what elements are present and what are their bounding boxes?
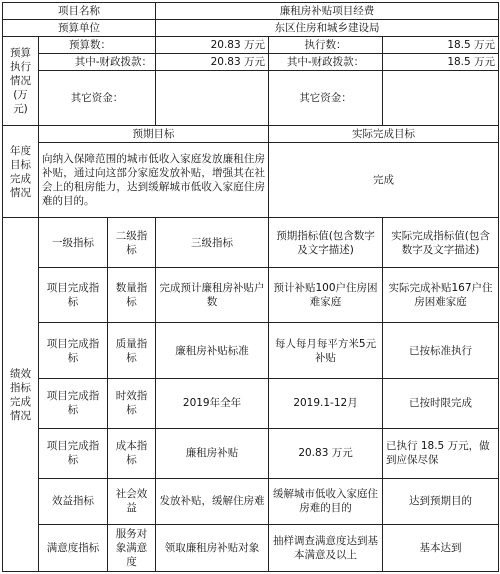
exec-amount-label: 执行数： xyxy=(269,37,383,54)
other-funds-label-left: 其它资金： xyxy=(39,71,156,126)
indicator-actual: 基本达到 xyxy=(383,524,499,571)
indicator-actual: 达到预期目的 xyxy=(383,478,499,524)
header-planned-value: 预期指标值(包含数字及文字描述) xyxy=(269,218,383,268)
budget-unit-label: 预算单位 xyxy=(3,20,156,37)
budget-amount-value: 20.83 万元 xyxy=(156,37,269,54)
indicator-planned: 预计补贴100户住房困难家庭 xyxy=(269,268,383,323)
project-name-label: 项目名称 xyxy=(3,3,156,20)
indicator-actual: 实际完成补贴167户住房困难家庭 xyxy=(383,268,499,323)
other-funds-value-right xyxy=(383,71,499,126)
indicator-actual: 已按标准执行 xyxy=(383,323,499,378)
budget-amount-label: 预算数： xyxy=(39,37,156,54)
indicator-level3: 发放补贴，缓解住房难 xyxy=(156,478,269,524)
indicator-level2: 社会效益 xyxy=(108,478,156,524)
header-level1: 一级指标 xyxy=(39,218,108,268)
budget-section-label: 预算执行情况(万元) xyxy=(3,37,39,126)
header-actual-value: 实际完成指标值(包含数字及文字描述) xyxy=(383,218,499,268)
performance-section-label: 绩效指标完成情况 xyxy=(3,218,39,572)
indicator-planned: 抽样调查满意度达到基本满意及以上 xyxy=(269,524,383,571)
planned-goal-header: 预期目标 xyxy=(39,126,269,143)
planned-goal-text: 向纳入保障范围的城市低收入家庭发放廉租住房补贴，通过向这部分家庭发放补贴，增强其在社会上的租房能力，达到缓解城市低收入家庭住房难的目的。 xyxy=(39,143,269,218)
indicator-level2: 时效指标 xyxy=(108,378,156,428)
header-level3: 三级指标 xyxy=(156,218,269,268)
indicator-level1: 项目完成指标 xyxy=(39,428,108,478)
indicator-level1: 满意度指标 xyxy=(39,524,108,571)
indicator-planned: 每人每月每平方米5元补贴 xyxy=(269,323,383,378)
performance-table xyxy=(2,2,499,572)
exec-amount-value: 18.5 万元 xyxy=(383,37,499,54)
actual-goal-text: 完成 xyxy=(269,143,499,218)
project-name-value: 廉租房补贴项目经费 xyxy=(156,3,499,20)
indicator-level2: 数量指标 xyxy=(108,268,156,323)
fiscal-value-right: 18.5 万元 xyxy=(383,54,499,71)
indicator-actual: 已执行 18.5 万元，做到应保尽保 xyxy=(383,428,499,478)
indicator-level3: 2019年全年 xyxy=(156,378,269,428)
indicator-planned: 2019.1-12月 xyxy=(269,378,383,428)
other-funds-label-right: 其它资金： xyxy=(269,71,383,126)
indicator-level3: 完成预计廉租房补贴户数 xyxy=(156,268,269,323)
indicator-level2: 成本指标 xyxy=(108,428,156,478)
fiscal-value-left: 20.83 万元 xyxy=(156,54,269,71)
indicator-level1: 项目完成指标 xyxy=(39,378,108,428)
indicator-level1: 项目完成指标 xyxy=(39,323,108,378)
indicator-level1: 项目完成指标 xyxy=(39,268,108,323)
budget-unit-value: 东区住房和城乡建设局 xyxy=(156,20,499,37)
indicator-planned: 缓解城市低收入家庭住房难的目的 xyxy=(269,478,383,524)
other-funds-value-left xyxy=(156,71,269,126)
goals-section-label: 年度目标完成情况 xyxy=(3,126,39,218)
indicator-actual: 已按时限完成 xyxy=(383,378,499,428)
indicator-level3: 领取廉租房补贴对象 xyxy=(156,524,269,571)
indicator-level3: 廉租房补贴标准 xyxy=(156,323,269,378)
header-level2: 二级指标 xyxy=(108,218,156,268)
fiscal-label-left: 其中-财政拨款： xyxy=(39,54,156,71)
fiscal-label-right: 其中-财政拨款： xyxy=(269,54,383,71)
indicator-planned: 20.83 万元 xyxy=(269,428,383,478)
indicator-level1: 效益指标 xyxy=(39,478,108,524)
indicator-level2: 质量指标 xyxy=(108,323,156,378)
actual-goal-header: 实际完成目标 xyxy=(269,126,499,143)
indicator-level3: 廉租房补贴 xyxy=(156,428,269,478)
indicator-level2: 服务对象满意度 xyxy=(108,524,156,571)
